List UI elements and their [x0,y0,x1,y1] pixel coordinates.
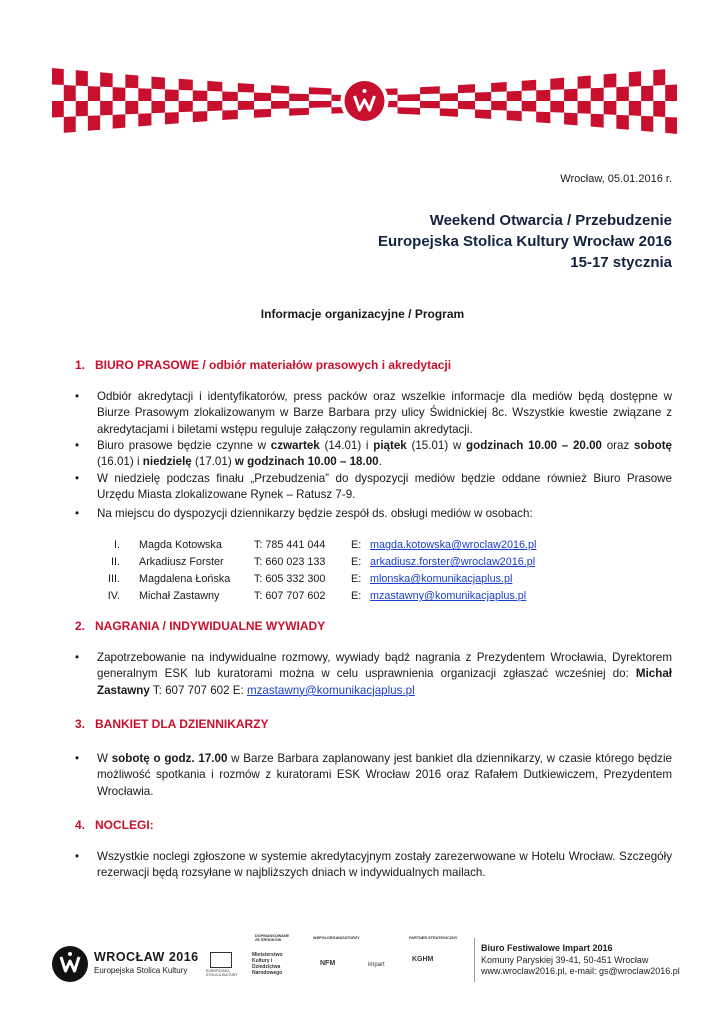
checker-tile [491,82,507,92]
checker-tile [76,101,88,116]
checker-tile [398,107,421,114]
checker-tile [641,116,653,132]
checker-tile [665,117,677,134]
checker-tile [309,87,332,94]
checker-tile [629,71,641,86]
checker-tile [440,93,458,101]
checker-tile [88,115,100,130]
email-link[interactable]: arkadiusz.forster@wroclaw2016.pl [370,556,536,568]
checker-tile [207,81,222,92]
bullet-icon: • [75,439,80,452]
nfm-logo: NFM [320,960,336,967]
checker-tile [179,79,193,91]
checker-tile [475,92,491,101]
checkered-pattern [52,68,677,134]
checker-tile [536,112,550,124]
eu-label: EUROPEJSKA STOLICA KULTURY [206,969,238,977]
list-item: • W sobotę o godz. 17.00 w Barze Barbara zaplanowany jest bankiet dla dziennikarzy, w czasie którego będzie możliwość spotkania i rozmów z kuratorami ESK Wrocław 2016 oraz Rafałem Dutkiewiczem, Prezydentem Wrocławia. [75,752,672,798]
contact-row: II. Arkadiusz Forster T: 660 023 133 E: arkadiusz.forster@wroclaw2016.pl [111,556,536,568]
footer-logo-sub: Europejska Stolica Kultury [94,966,188,975]
checker-tile [271,85,289,93]
header-banner [52,68,677,134]
footer-info: Biuro Festiwalowe Impart 2016 Komuny Paryskiej 39-41, 50-451 Wrocław www.wroclaw2016.pl, e-mail: gs@wroclaw2016.pl [481,943,680,976]
checker-tile [165,112,179,124]
checker-tile [238,83,254,93]
email-link[interactable]: mlonska@komunikacjaplus.pl [370,573,513,585]
checker-tile [507,111,522,122]
checker-tile [591,114,604,128]
checker-tile [604,73,617,87]
checker-tile [564,89,577,101]
bullet-icon: • [75,752,80,765]
checker-tile [522,101,537,112]
email-link[interactable]: magda.kotowska@wroclaw2016.pl [370,539,537,551]
checker-tile [76,70,88,86]
section-number: 1. [75,358,86,372]
checker-tile [420,86,440,94]
checker-tile [289,94,309,101]
footer-logo-name: WROCŁAW 2016 [94,950,199,964]
bullet-icon: • [75,507,80,520]
checker-tile [550,78,564,90]
checker-tile [420,101,440,108]
title-block [378,210,672,273]
kghm-logo: KGHM [412,956,434,963]
checker-tile [113,87,126,101]
checker-tile [193,90,208,101]
checker-tile [522,80,537,91]
checker-tile [100,101,112,115]
sponsor-label-coorg: WSPÓŁORGANIZATORZY [313,936,360,940]
checker-tile [440,108,458,116]
checker-tile [113,114,126,128]
checker-tile [222,110,238,120]
list-item: • Na miejscu do dyspozycji dziennikarzy będzie zespół ds. obsługi mediów w osobach: [75,506,672,522]
checker-tile [507,91,522,101]
bullet-icon: • [75,472,80,485]
checker-tile [151,101,164,113]
checker-tile [536,90,550,101]
checker-tile [564,113,577,126]
checker-tile [207,101,222,111]
email-link[interactable]: mzastawny@komunikacjaplus.pl [246,683,415,697]
section-2-heading: 2. NAGRANIA / INDYWIDUALNE WYWIADY [75,619,326,633]
list-item: • Biuro prasowe będzie czynne w czwartek (14.01) i piątek (15.01) w godzinach 10.00 – 20.00 oraz sobotę (16.01) i niedzielę (17.01) w godzinach 10.00 – 18.00. [75,439,673,469]
checker-tile [179,101,193,112]
title-line-1: Weekend Otwarcia / Przebudzenie [429,212,672,229]
section-1-heading [75,358,451,372]
checker-tile [616,115,628,130]
checker-tile [458,84,475,93]
checker-tile [604,101,617,115]
list-item: • W niedzielę podczas finału „Przebudzenia” do dyspozycji mediów będzie oddane również Biuro Prasowe Urzędu Miasta zlokalizowane Rynek – Ratusz 7-9. [75,472,672,502]
checker-tile [64,85,76,101]
checker-tile [309,101,332,108]
section-title: BIURO PRASOWE / odbiór materiałów prasowych i akredytacji [95,358,452,372]
checker-tile [52,101,64,118]
checker-tile [138,113,151,126]
title-line-3: 15-17 stycznia [570,254,672,271]
checker-tile [125,74,138,88]
checker-tile [138,88,151,101]
checker-tile [52,68,64,85]
checker-tile [629,101,641,116]
checker-tile [578,76,591,89]
checker-tile [100,72,112,87]
checker-tile [271,101,289,109]
checker-tile [616,87,628,101]
checker-tile [653,101,665,117]
checker-tile [238,101,254,110]
contact-row: III. Magdalena Łońska T: 605 332 300 E: mlonska@komunikacjaplus.pl [108,573,513,585]
section-4-heading: 4. NOCLEGI: [75,818,154,832]
checker-tile [165,89,179,101]
checker-tile [193,111,208,122]
checker-tile [665,85,677,102]
checker-tile [653,69,665,86]
checker-tile [64,116,76,132]
bullet-icon: • [75,651,80,664]
banner-w-dot [363,89,367,93]
eu-flag-icon [210,952,232,968]
sponsor-label-funding: DOFINANSOWANE ZE ŚRODKÓW [255,934,290,942]
list-item: • Odbiór akredytacji i identyfikatorów, press packów oraz wszelkie informacje dla mediów będą dostępne w Biurze Prasowym zlokalizowanym w Barze Barbara przy ulicy Świdnickiej 8c. Wszystkie kwestie związane z akredytacjami i biletami wstępu reguluje załączony regulamin akredytacji. [75,390,672,436]
list-item: • Zapotrzebowanie na indywidualne rozmowy, wywiady bądź nagrania z Prezydentem Wrocławia, Dyrektorem generalnym ESK lub kuratorami można w celu usprawnienia organizacji zgłaszać wcześniej do: Michał Zastawny T: 607 707 602 E: mzastawny@komunikacjaplus.pl [75,651,672,697]
checker-tile [88,86,100,101]
checker-tile [222,91,238,101]
checker-tile [125,101,138,114]
bullet-icon: • [75,390,80,403]
checker-tile [151,77,164,90]
checker-tile [591,88,604,101]
checker-tile [641,86,653,101]
contact-list [100,539,600,607]
list-item: • Wszystkie noclegi zgłoszone w systemie akredytacyjnym zostały zarezerwowane w Hotelu Wrocław. Szczegóły rezerwacji będą rozsyłane w najbliższych dniach w indywidualnych mailach. [75,850,672,880]
checker-tile [578,101,591,114]
ministry-logo: Ministerstwo Kultury i Dziedzictwa Narodowego [252,952,283,976]
bullet-icon: • [75,850,80,863]
contact-row: I. Magda Kotowska T: 785 441 044 E: magda.kotowska@wroclaw2016.pl [114,539,537,551]
subtitle: Informacje organizacyjne / Program [260,307,465,321]
checker-tile [398,94,421,101]
impart-logo: impart [368,962,385,968]
checker-tile [458,101,475,109]
checker-tile [491,101,507,111]
checker-tile [254,109,271,118]
title-line-2: Europejska Stolica Kultury Wrocław 2016 [378,233,672,250]
checker-tile [475,109,491,119]
checker-tile [254,93,271,101]
email-link[interactable]: mzastawny@komunikacjaplus.pl [370,590,527,602]
sponsor-label-partner: PARTNER STRATEGICZNY [409,936,458,940]
contact-row: IV. Michał Zastawny T: 607 707 602 E: mzastawny@komunikacjaplus.pl [107,590,527,602]
wroclaw-logo-icon [52,946,88,982]
document-date: Wrocław, 05.01.2016 r. [560,173,672,185]
checker-tile [289,108,309,116]
checker-tile [550,101,564,113]
section-3-heading: 3. BANKIET DLA DZIENNIKARZY [75,717,269,731]
footer-divider [474,938,475,982]
